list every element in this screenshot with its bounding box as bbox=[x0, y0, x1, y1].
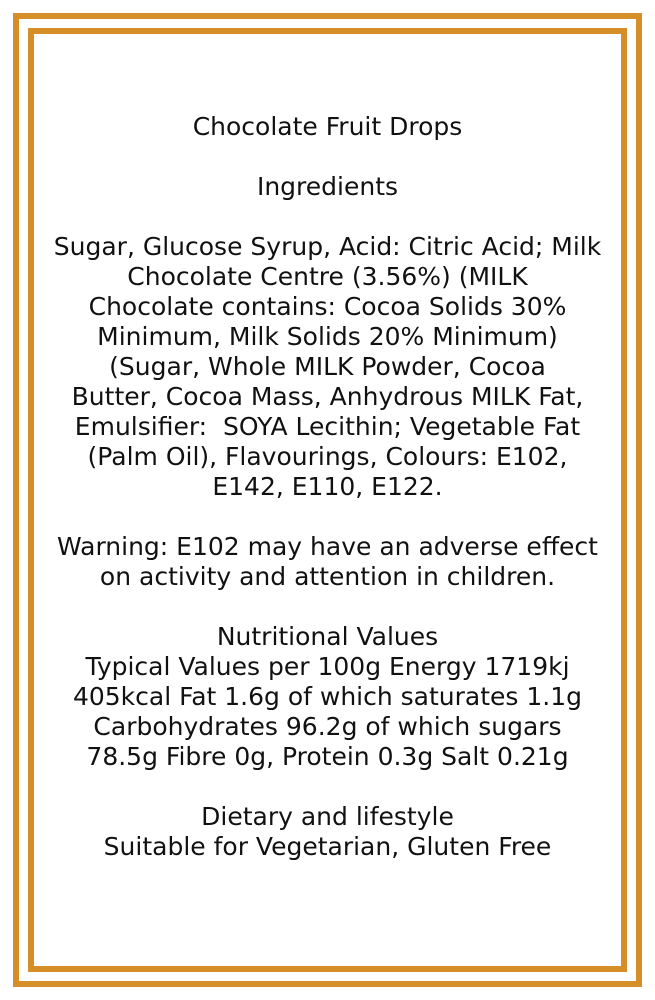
text-line: (Palm Oil), Flavourings, Colours: E102, bbox=[87, 442, 568, 471]
text-line: E142, E110, E122. bbox=[212, 472, 443, 501]
ingredients-heading: Ingredients bbox=[256, 172, 399, 201]
text-line: Chocolate Centre (3.56%) (MILK bbox=[127, 262, 528, 291]
dietary-section bbox=[34, 802, 621, 862]
text-line: Typical Values per 100g Energy 1719kj bbox=[85, 652, 570, 681]
nutrition-text bbox=[34, 652, 621, 772]
label-content bbox=[34, 34, 621, 966]
product-title: Chocolate Fruit Drops bbox=[192, 112, 463, 141]
nutrition-section bbox=[34, 622, 621, 772]
warning-text bbox=[34, 532, 621, 592]
text-line: on activity and attention in children. bbox=[99, 562, 556, 591]
nutrition-heading: Nutritional Values bbox=[216, 622, 439, 651]
text-line: Sugar, Glucose Syrup, Acid: Citric Acid; Milk bbox=[53, 232, 602, 261]
dietary-heading: Dietary and lifestyle bbox=[201, 802, 454, 831]
text-line: Suitable for Vegetarian, Gluten Free bbox=[103, 832, 552, 861]
text-line: 78.5g Fibre 0g, Protein 0.3g Salt 0.21g bbox=[86, 742, 569, 771]
text-line: Emulsifier: SOYA Lecithin; Vegetable Fat bbox=[74, 412, 581, 441]
text-line: Chocolate contains: Cocoa Solids 30% bbox=[88, 292, 567, 321]
text-line: Butter, Cocoa Mass, Anhydrous MILK Fat, bbox=[71, 382, 584, 411]
text-line: 405kcal Fat 1.6g of which saturates 1.1g bbox=[72, 682, 583, 711]
text-line: Carbohydrates 96.2g of which sugars bbox=[93, 712, 562, 741]
text-line: Minimum, Milk Solids 20% Minimum) bbox=[97, 322, 558, 351]
text-line: Warning: E102 may have an adverse effect bbox=[57, 532, 598, 561]
ingredients-text bbox=[34, 232, 621, 502]
dietary-text bbox=[34, 832, 621, 862]
text-line: (Sugar, Whole MILK Powder, Cocoa bbox=[109, 352, 546, 381]
